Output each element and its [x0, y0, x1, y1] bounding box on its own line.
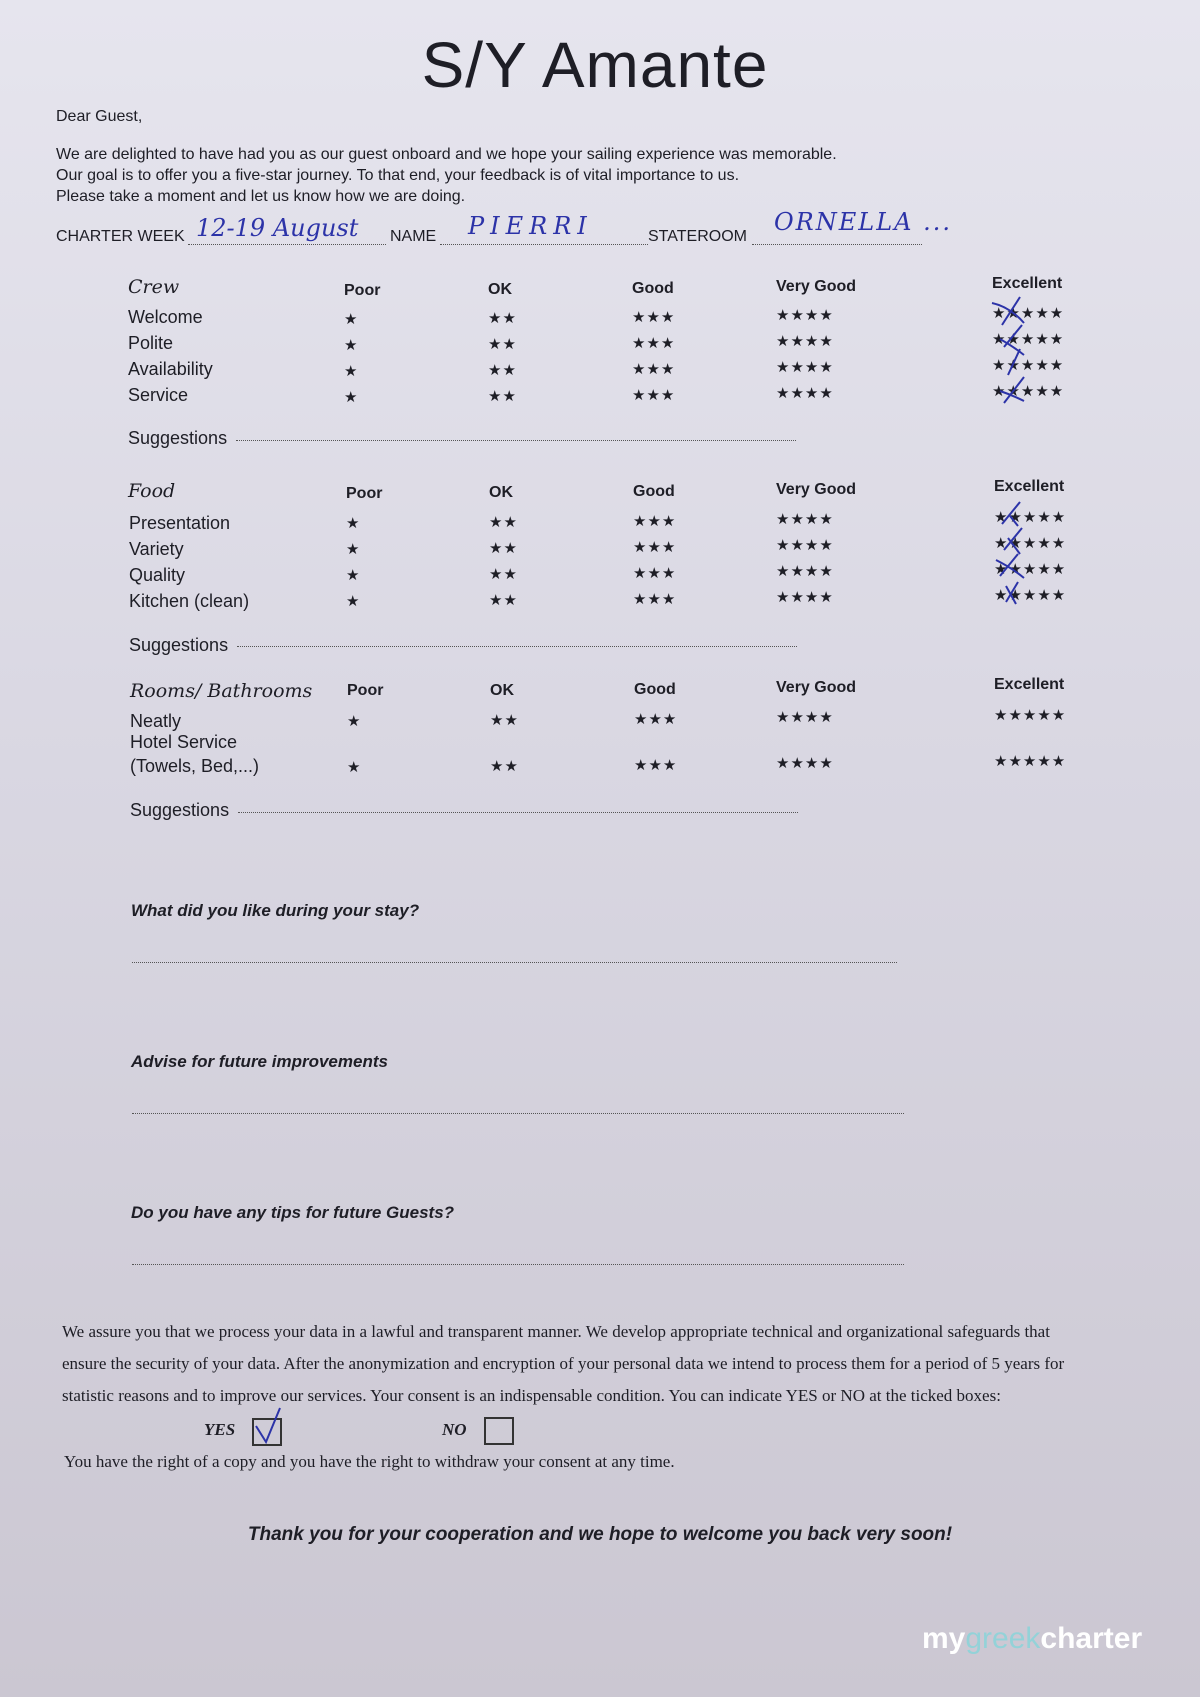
rating-stars[interactable]: ★★★★ — [776, 359, 834, 376]
food-suggestions-line[interactable] — [237, 646, 797, 647]
food-header-good: Good — [633, 483, 675, 500]
name-line — [440, 244, 648, 245]
check-mark — [1002, 502, 1020, 524]
food-header-ok: OK — [489, 484, 513, 501]
crew-header-ok: OK — [488, 281, 512, 298]
question-liked: What did you like during your stay? — [131, 901, 420, 920]
rating-stars[interactable]: ★★★ — [634, 757, 678, 774]
stateroom-label: STATEROOM — [648, 228, 747, 245]
rating-stars[interactable]: ★★★★★ — [994, 707, 1067, 724]
rooms-suggestions-line[interactable] — [238, 812, 798, 813]
check-mark — [1000, 339, 1024, 355]
rating-stars[interactable]: ★★★★ — [776, 333, 834, 350]
thank-you-message: Thank you for your cooperation and we hope to welcome you back very soon! — [247, 1524, 953, 1545]
crew-section-title: Crew — [128, 276, 180, 298]
rating-stars[interactable]: ★★★★ — [776, 589, 834, 606]
name-value[interactable]: PIERRI — [468, 212, 593, 240]
rating-stars[interactable]: ★★ — [488, 388, 517, 405]
charter-week-label: CHARTER WEEK — [56, 228, 185, 245]
form-title: S/Y Amante — [421, 29, 769, 101]
greeting: Dear Guest, — [56, 108, 143, 125]
check-mark — [1000, 554, 1018, 576]
rooms-section-title: Rooms/ Bathrooms — [130, 680, 313, 702]
rating-stars[interactable]: ★★★★★ — [992, 383, 1065, 400]
crew-item-service: Service — [128, 385, 189, 405]
check-mark — [1002, 297, 1020, 325]
rooms-item-neatly: Neatly — [130, 711, 182, 731]
rooms-suggestions-label: Suggestions — [130, 800, 230, 820]
legal-line-2: ensure the security of your data. After the anonymization and encryption of your personal data we intend to process them for a period of 5 years for — [62, 1354, 1065, 1373]
rooms-item-hotel-service: Hotel Service — [130, 732, 238, 752]
logo-part-greek: greek — [965, 1622, 1041, 1655]
rating-stars[interactable]: ★★★★★ — [992, 331, 1065, 348]
food-item-presentation: Presentation — [129, 513, 231, 533]
rooms-header-poor: Poor — [347, 682, 384, 699]
rating-stars[interactable]: ★★ — [488, 310, 517, 327]
rating-stars[interactable]: ★ — [346, 515, 361, 532]
check-mark — [1008, 538, 1020, 554]
rooms-item-towels-bed: (Towels, Bed,...) — [130, 756, 260, 776]
legal-line-1: We assure you that we process your data in a lawful and transparent manner. We develop appropriate technical and organizational safeguards that — [62, 1322, 1050, 1341]
intro-line-3: Please take a moment and let us know how we are doing. — [56, 188, 466, 205]
mygreekcharter-logo — [922, 1622, 1142, 1656]
crew-header-excellent: Excellent — [992, 275, 1063, 292]
food-header-very-good: Very Good — [776, 481, 857, 498]
check-mark-icon — [250, 1404, 290, 1448]
question-tips: Do you have any tips for future Guests? — [131, 1203, 455, 1222]
rating-stars[interactable]: ★★★★ — [776, 755, 834, 772]
rating-stars[interactable]: ★★★ — [633, 539, 677, 556]
crew-suggestions-label: Suggestions — [128, 428, 228, 448]
consent-yes-label: YES — [204, 1420, 236, 1439]
charter-week-value[interactable]: 12-19 August — [196, 214, 359, 242]
intro-line-1: We are delighted to have had you as our guest onboard and we hope your sailing experience was memorable. — [56, 146, 837, 163]
rating-stars[interactable]: ★★★★ — [776, 563, 834, 580]
question-improvements: Advise for future improvements — [131, 1052, 388, 1071]
crew-item-polite: Polite — [128, 333, 174, 353]
check-mark — [992, 303, 1024, 323]
rooms-header-excellent: Excellent — [994, 676, 1065, 693]
crew-header-very-good: Very Good — [776, 278, 857, 295]
rating-stars[interactable]: ★★ — [490, 758, 519, 775]
food-suggestions-label: Suggestions — [129, 635, 229, 655]
rating-stars[interactable]: ★★★★★ — [994, 587, 1067, 604]
rating-stars[interactable]: ★ — [346, 567, 361, 584]
logo-part-charter: charter — [1040, 1622, 1143, 1655]
rating-stars[interactable]: ★★ — [489, 540, 518, 557]
answer-improvements-line[interactable] — [132, 1113, 904, 1114]
check-mark — [1008, 349, 1020, 375]
rating-stars[interactable]: ★★★ — [633, 513, 677, 530]
check-mark — [1006, 582, 1018, 602]
rating-stars[interactable]: ★★★★ — [776, 511, 834, 528]
crew-item-availability: Availability — [128, 359, 213, 379]
food-header-excellent: Excellent — [994, 478, 1065, 495]
rooms-header-good: Good — [634, 681, 676, 698]
rating-stars[interactable]: ★★★★★ — [994, 535, 1067, 552]
food-section-title: Food — [128, 480, 176, 502]
rating-stars[interactable]: ★★★ — [633, 591, 677, 608]
rating-stars[interactable]: ★★★★ — [776, 709, 834, 726]
rating-stars[interactable]: ★★★★★ — [992, 305, 1065, 322]
answer-tips-line[interactable] — [132, 1264, 904, 1265]
rating-stars[interactable]: ★★ — [489, 592, 518, 609]
rating-stars[interactable]: ★ — [344, 389, 359, 406]
rating-stars[interactable]: ★★★★ — [776, 307, 834, 324]
logo-part-my: my — [922, 1622, 966, 1655]
rating-stars[interactable]: ★★★ — [632, 309, 676, 326]
rating-stars[interactable]: ★★★★ — [776, 385, 834, 402]
crew-header-poor: Poor — [344, 282, 381, 299]
rating-stars[interactable]: ★★★ — [632, 361, 676, 378]
rating-stars[interactable]: ★★ — [490, 712, 519, 729]
rating-stars[interactable]: ★★ — [488, 336, 517, 353]
intro-line-2: Our goal is to offer you a five-star journey. To that end, your feedback is of vital importance to us. — [56, 167, 740, 184]
rating-stars[interactable]: ★ — [347, 759, 362, 776]
stateroom-line — [752, 244, 922, 245]
food-item-kitchen: Kitchen (clean) — [129, 591, 250, 611]
rating-stars[interactable]: ★ — [344, 311, 359, 328]
rating-stars[interactable]: ★★★★★ — [994, 561, 1067, 578]
rating-stars[interactable]: ★★★ — [632, 335, 676, 352]
rating-stars[interactable]: ★★★★★ — [992, 357, 1065, 374]
food-header-poor: Poor — [346, 485, 383, 502]
food-handwritten-check-marks — [984, 498, 1067, 610]
rating-stars[interactable]: ★★★★★ — [994, 753, 1067, 770]
check-mark — [1004, 528, 1022, 550]
rating-stars[interactable]: ★★ — [489, 514, 518, 531]
name-label: NAME — [390, 228, 437, 245]
legal-line-3: statistic reasons and to improve our services. Your consent is an indispensable condition. You can indicate YES or NO at the ticked boxes: — [62, 1386, 1001, 1405]
rating-stars[interactable]: ★★★★★ — [994, 509, 1067, 526]
rating-stars[interactable]: ★ — [346, 541, 361, 558]
answer-liked-line[interactable] — [132, 962, 897, 963]
crew-handwritten-check-marks — [980, 295, 1060, 410]
consent-no-label: NO — [442, 1420, 467, 1439]
rating-stars[interactable]: ★ — [347, 713, 362, 730]
consent-no-checkbox[interactable] — [484, 1417, 514, 1445]
charter-week-line — [188, 244, 386, 245]
rating-stars[interactable]: ★ — [344, 337, 359, 354]
rating-stars[interactable]: ★★★★ — [776, 537, 834, 554]
crew-item-welcome: Welcome — [128, 307, 203, 327]
food-item-quality: Quality — [129, 565, 186, 585]
rating-stars[interactable]: ★★★ — [633, 565, 677, 582]
rating-stars[interactable]: ★★ — [488, 362, 517, 379]
rating-stars[interactable]: ★★★ — [632, 387, 676, 404]
crew-suggestions-line[interactable] — [236, 440, 796, 441]
check-mark — [1010, 516, 1018, 526]
rating-stars[interactable]: ★ — [346, 593, 361, 610]
rooms-header-ok: OK — [490, 682, 514, 699]
rights-text: You have the right of a copy and you have the right to withdraw your consent at any time. — [64, 1452, 675, 1471]
rooms-header-very-good: Very Good — [776, 679, 857, 696]
stateroom-value[interactable]: ORNELLA ... — [774, 208, 952, 236]
rating-stars[interactable]: ★★★ — [634, 711, 678, 728]
rating-stars[interactable]: ★★ — [489, 566, 518, 583]
food-item-variety: Variety — [129, 539, 184, 559]
crew-header-good: Good — [632, 280, 674, 297]
rating-stars[interactable]: ★ — [344, 363, 359, 380]
